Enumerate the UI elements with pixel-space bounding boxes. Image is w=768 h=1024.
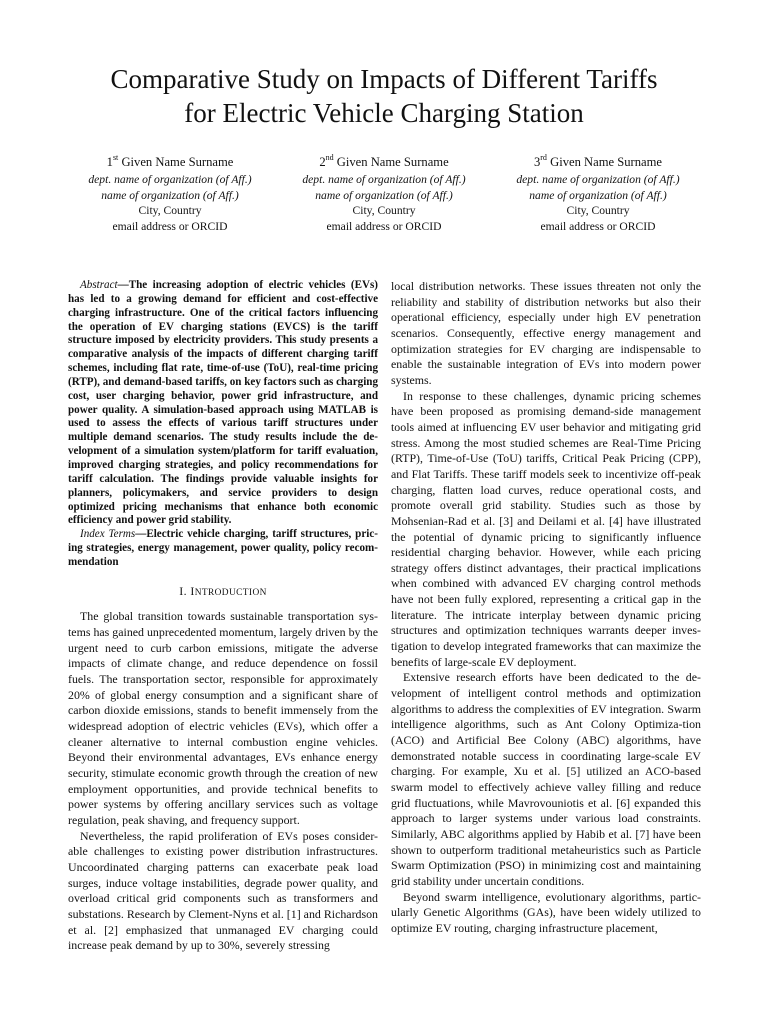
- index-terms-text: —Electric vehicle charging, tariff structures, pric-ing strategies, energy management, power quality, policy recom-mendation: [68, 528, 378, 568]
- author-3: [498, 153, 698, 234]
- author-org: name of organization (of Aff.): [529, 188, 667, 202]
- paper-title: [40, 62, 728, 130]
- author-name: 2nd Given Name Surname: [319, 152, 449, 169]
- index-terms: [68, 528, 378, 570]
- index-terms-label: Index Terms: [80, 528, 136, 541]
- author-dept: dept. name of organization (of Aff.): [88, 173, 252, 186]
- author-name: 3rd Given Name Surname: [533, 152, 663, 169]
- right-column: [391, 279, 701, 937]
- author-org: name of organization (of Aff.): [101, 188, 239, 202]
- body-paragraph: Extensive research efforts have been dedicated to the de-velopment of intelligent control methods and optimization algorithms to address the complexities of EV integration. Swarm intelligence algorithms, such as Ant Colony Optimiza-tion (ACO) and Artificial Bee Colony (ABC) algorithms, have demonstrated notable success in coordinating large-scale EV charging. For example, Xu et al. [5] utilized an ACO-based swarm model to effectively achieve valley filling and reduce grid fluctuations, while Mavrovouniotis et al. [6] expanded this approach to larger systems under various load constraints. Similarly, ABC algorithms applied by Habib et al. [7] have been shown to outperform traditional metaheuristics such as Particle Swarm Optimization (PSO) in minimizing cost and maintaining grid stability under uncertain conditions.: [391, 670, 701, 888]
- author-city: City, Country: [566, 204, 630, 218]
- abstract-paragraph: [68, 279, 378, 528]
- body-paragraph: In response to these challenges, dynamic pricing schemes have been proposed as promising demand-side management tools aimed at influencing EV user behavior and mitigating grid stress. Among the most studied schemes are Real-Time Pricing (RTP), Time-of-Use (ToU) tariffs, Critical Peak Pricing (CPP), and Flat Tariffs. These tariff models seek to incentivize off-peak charging, flatten load curves, reduce operational costs, and promote overall grid stability. Studies such as those by Mohsenian-Rad et al. [3] and Deilami et al. [4] have illustrated the potential of dynamic pricing to significantly influence residential charging behavior. However, while each pricing strategy offers distinct advantages, their practical implications when combined with advanced EV charging control methods have not been fully explored, representing a critical gap in the literature. The intricate interplay between dynamic pricing structures and optimization techniques warrants deeper inves-tigation to develop integrated frameworks that can maximize the benefits of large-scale EV deployment.: [391, 388, 701, 669]
- abstract-label: Abstract: [80, 279, 118, 291]
- author-dept: dept. name of organization (of Aff.): [516, 173, 680, 186]
- author-1: [70, 153, 270, 234]
- body-paragraph: Nevertheless, the rapid proliferation of EVs poses consider-able challenges to existing power distribution infrastructures. Uncoordinated charging patterns can exacerbate peak load surges, induce voltage instabilities, degrade power quality, and overload critical grid components such as transformers and substations. Research by Clement-Nyns et al. [1] and Richardson et al. [2] emphasized that unmanaged EV charging could increase peak demand by up to 30%, severely stressing: [68, 828, 378, 953]
- body-paragraph: The global transition towards sustainable transportation sys-tems has gained unprecedented momentum, largely driven by the urgent need to curb carbon emissions, mitigate the adverse impacts of climate change, and reduce dependence on fossil fuels. The transportation sector, responsible for approximately 20% of global energy consumption and a significant share of carbon dioxide emissions, stands to benefit immensely from the widespread adoption of electric vehicles (EVs), which offer a cleaner alternative to internal combustion engine vehicles. Beyond their environmental advantages, EVs enhance energy security, stimulate economic growth through the creation of new employment opportunities, and provide technical benefits to power systems by offering ancillary services such as voltage regulation, peak shaving, and frequency support.: [68, 609, 378, 827]
- author-email: email address or ORCID: [326, 219, 442, 233]
- author-org: name of organization (of Aff.): [315, 188, 453, 202]
- section-heading: I. INTRODUCTION: [179, 583, 267, 598]
- body-paragraph: Beyond swarm intelligence, evolutionary algorithms, partic-ularly Genetic Algorithms (GAs), have been widely utilized to optimize EV routing, charging infrastructure placement,: [391, 889, 701, 935]
- title-line-2: for Electric Vehicle Charging Station: [184, 98, 584, 128]
- author-block: [70, 153, 698, 234]
- author-dept: dept. name of organization (of Aff.): [302, 173, 466, 186]
- author-2: [284, 153, 484, 234]
- abstract: [68, 279, 378, 570]
- abstract-text: —The increasing adoption of electric vehicles (EVs) has led to a growing demand for efficient and cost-effective charging infrastructure. One of the critical factors influencing the operation of EV charging stations (EVCS) is the tariff structure imposed by electricity providers. This study presents a comparative analysis of the impacts of different charging tariff schemes, including flat rate, time-of-use (ToU), real-time pricing (RTP), and demand-based tariffs, on key factors such as charging cost, user charging behavior, power grid infrastructure, and power quality. A simulation-based approach using MATLAB is used to assess the effects of various tariff structures under multiple demand scenarios. The study results include the de-velopment of a simulation system/platform for tariff evaluation, improved charging strategies, and policy recommendations for tariff calculation. The findings provide valuable insights for planners, policymakers, and service providers to design optimized pricing mechanisms that enhance both economic efficiency and power grid stability.: [68, 279, 378, 527]
- author-email: email address or ORCID: [540, 219, 656, 233]
- author-city: City, Country: [352, 204, 416, 218]
- author-city: City, Country: [138, 204, 202, 218]
- left-column: [68, 279, 378, 954]
- author-name: 1st Given Name Surname: [106, 152, 234, 169]
- body-paragraph: local distribution networks. These issues threaten not only the reliability and stability of distribution networks but also their operational efficiency, especially under high EV penetration scenarios. Consequently, effective energy management and optimization strategies for EV charging are indispensable to enable the sustainable integration of EVs into modern power systems.: [391, 279, 701, 387]
- title-line-1: Comparative Study on Impacts of Different Tariffs: [110, 64, 658, 94]
- author-email: email address or ORCID: [112, 219, 228, 233]
